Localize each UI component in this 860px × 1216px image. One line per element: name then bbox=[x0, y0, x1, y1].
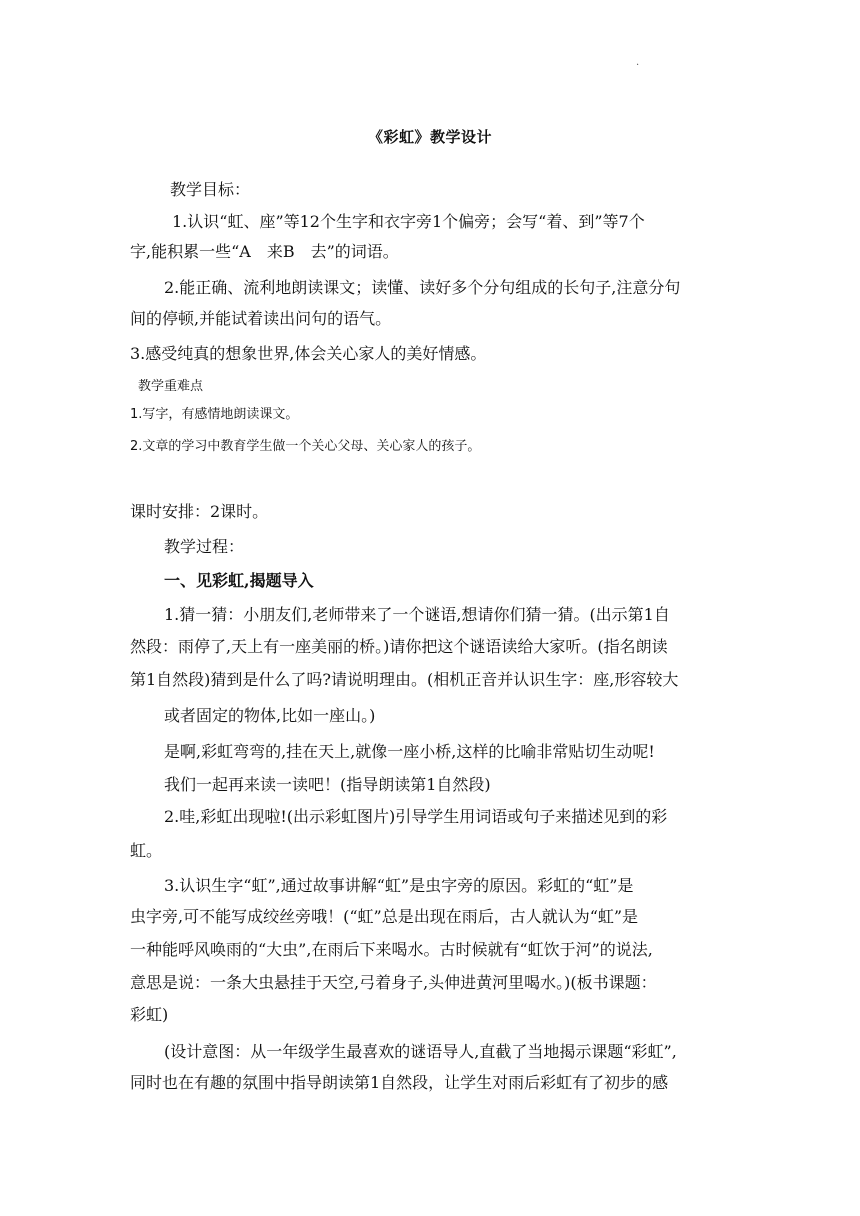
paragraph-line: 1.认识“虹、座”等12个生字和衣字旁1个偏旁；会写“着、到”等7个 bbox=[172, 212, 645, 231]
page-dot: . bbox=[636, 57, 640, 68]
paragraph-line: 彩虹) bbox=[130, 1005, 169, 1024]
paragraph-line: 虫字旁,可不能写成绞丝旁哦！(“虹”总是出现在雨后，古人就认为“虹”是 bbox=[130, 907, 639, 926]
key-point-item: 1.写字，有感情地朗读课文。 bbox=[130, 407, 299, 422]
paragraph-line: 是啊,彩虹弯弯的,挂在天上,就像一座小桥,这样的比喻非常贴切生动呢! bbox=[164, 742, 655, 761]
paragraph-line: 第1自然段)猜到是什么了吗?请说明理由。(相机正音并认识生字：座,形容较大 bbox=[130, 670, 679, 689]
schedule-line: 课时安排：2课时。 bbox=[130, 502, 269, 521]
paragraph-line: (设计意图：从一年级学生最喜欢的谜语导人,直截了当地揭示课题“彩虹”, bbox=[164, 1042, 677, 1061]
paragraph-line: 3.感受纯真的想象世界,体会关心家人的美好情感。 bbox=[130, 344, 487, 363]
subsection-heading: 一、见彩虹,揭题导入 bbox=[164, 571, 314, 590]
section-heading-objectives: 教学目标： bbox=[170, 180, 251, 199]
paragraph-line: 一种能呼风唤雨的“大虫”,在雨后下来喝水。古时候就有“虹饮于河”的说法, bbox=[130, 940, 653, 959]
document-title: 《彩虹》教学设计 bbox=[367, 128, 492, 146]
paragraph-line: 1.猜一猜：小朋友们,老师带来了一个谜语,想请你们猜一猜。(出示第1自 bbox=[164, 605, 670, 624]
paragraph-line: 字,能积累一些“A 来B 去”的词语。 bbox=[130, 242, 399, 261]
section-heading-process: 教学过程： bbox=[164, 537, 245, 556]
paragraph-line: 我们一起再来读一读吧！(指导朗读第1自然段) bbox=[164, 775, 491, 794]
section-heading-key-points: 教学重难点 bbox=[138, 379, 204, 394]
key-point-item: 2.文章的学习中教育学生做一个关心父母、关心家人的孩子。 bbox=[130, 439, 481, 454]
paragraph-line: 虹。 bbox=[130, 841, 163, 860]
paragraph-line: 2.哇,彩虹出现啦!(出示彩虹图片)引导学生用词语或句子来描述见到的彩 bbox=[164, 807, 668, 826]
paragraph-line: 然段：雨停了,天上有一座美丽的桥。)请你把这个谜语读给大家听。(指名朗读 bbox=[130, 637, 668, 656]
paragraph-line: 2.能正确、流利地朗读课文；读懂、读好多个分句组成的长句子,注意分句 bbox=[164, 278, 681, 297]
paragraph-line: 意思是说：一条大虫悬挂于天空,弓着身子,头伸进黄河里喝水。)(板书课题： bbox=[130, 973, 657, 992]
paragraph-line: 间的停顿,并能试着读出问句的语气。 bbox=[130, 309, 392, 328]
paragraph-line: 或者固定的物体,比如一座山。) bbox=[164, 706, 376, 725]
paragraph-line: 同时也在有趣的氛围中指导朗读第1自然段，让学生对雨后彩虹有了初步的感 bbox=[130, 1073, 669, 1092]
paragraph-line: 3.认识生字“虹”,通过故事讲解“虹”是虫字旁的原因。彩虹的“虹”是 bbox=[164, 876, 634, 895]
